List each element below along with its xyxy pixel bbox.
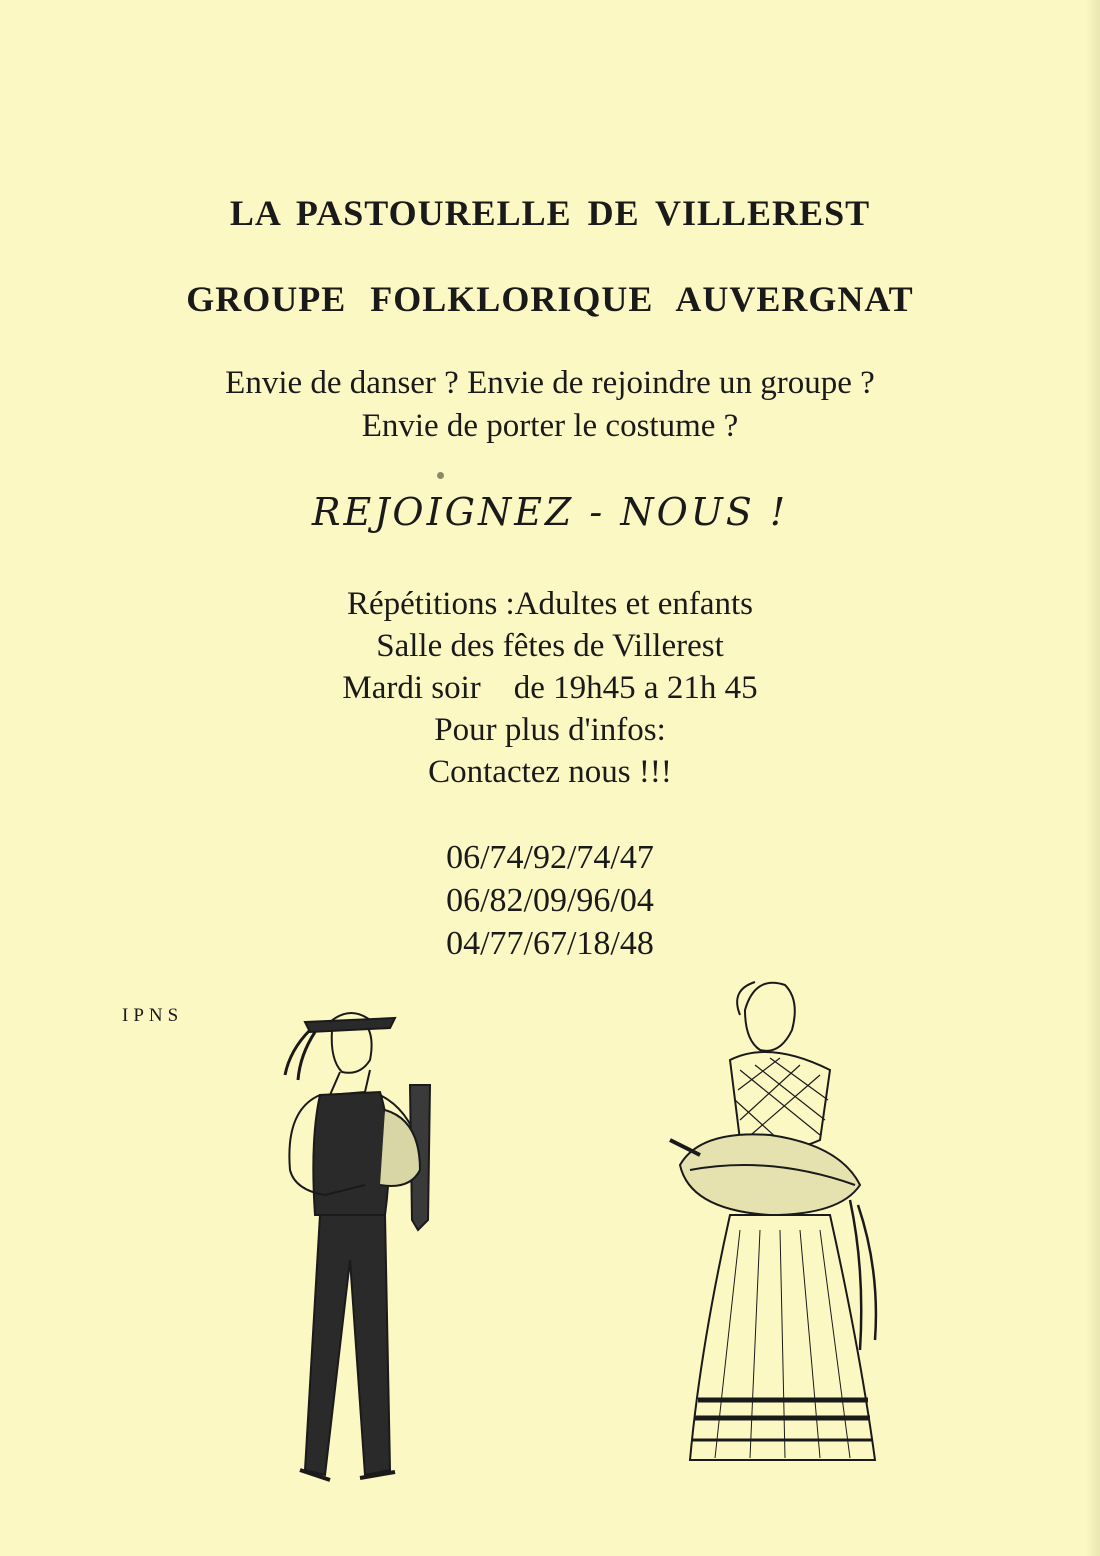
info-line: Pour plus d'infos: [434,712,666,748]
info-line: Salle des fêtes de Villerest [376,628,724,664]
phone-number: 06/74/92/74/47 [446,839,654,876]
questions-block [0,362,1100,448]
phone-list [0,836,1100,965]
ipns-mark: IPNS [122,1005,184,1026]
flyer-subtitle: GROUPE FOLKLORIQUE AUVERGNAT [186,279,914,319]
speck [437,472,444,479]
info-line: Répétitions :Adultes et enfants [346,586,753,622]
bagpipe-player-figure [270,1000,460,1490]
flyer-title: LA PASTOURELLE DE VILLEREST [229,193,871,233]
question-line: Envie de porter le costume ? [361,408,739,444]
info-line: Mardi soir de 19h45 a 21h 45 [342,670,758,706]
hurdy-gurdy-player-figure [660,970,900,1480]
info-line: Contactez nous !!! [428,754,672,790]
call-to-action: REJOIGNEZ - NOUS ! [311,490,789,534]
question-line: Envie de danser ? Envie de rejoindre un groupe ? [225,365,875,401]
phone-number: 06/82/09/96/04 [446,882,654,919]
phone-number: 04/77/67/18/48 [446,925,654,962]
info-block [0,583,1100,793]
